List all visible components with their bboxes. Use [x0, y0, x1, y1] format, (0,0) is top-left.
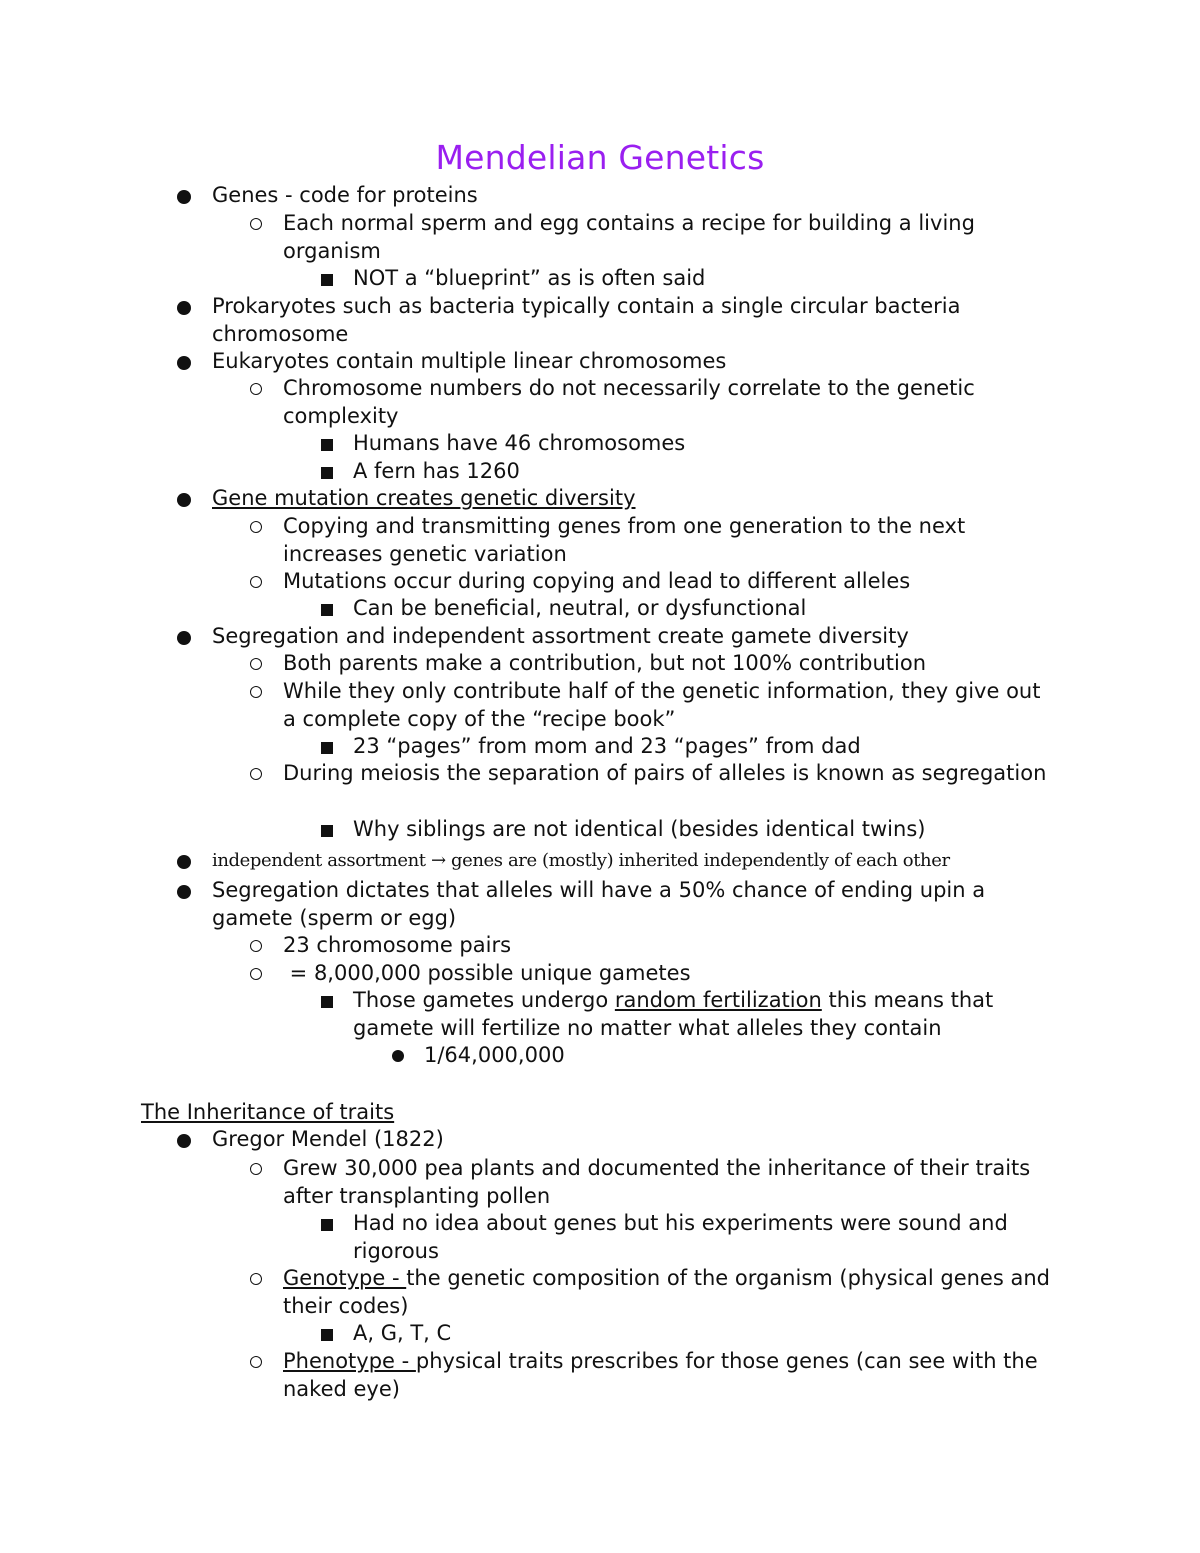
- list-item: Segregation and independent assortment create gamete diversity: [212, 623, 1072, 651]
- hollow-circle-bullet-icon: [250, 658, 262, 670]
- list-item: Humans have 46 chromosomes: [353, 430, 1073, 458]
- list-item: 23 chromosome pairs: [283, 932, 1053, 960]
- list-item: Grew 30,000 pea plants and documented the inheritance of their traits after transplanting pollen: [283, 1155, 1053, 1210]
- page-title: Mendelian Genetics: [435, 138, 765, 177]
- list-item: During meiosis the separation of pairs of alleles is known as segregation: [283, 760, 1053, 788]
- list-item: Gregor Mendel (1822): [212, 1126, 1072, 1154]
- hollow-circle-bullet-icon: [250, 968, 262, 980]
- phenotype-term: Phenotype -: [283, 1349, 416, 1373]
- square-bullet-icon: [321, 439, 333, 451]
- filled-circle-bullet-icon: [177, 885, 191, 899]
- filled-circle-bullet-icon: [392, 1050, 404, 1062]
- filled-circle-bullet-icon: [177, 855, 191, 869]
- list-item: Chromosome numbers do not necessarily correlate to the genetic complexity: [283, 375, 1053, 430]
- list-item: Phenotype - physical traits prescribes for those genes (can see with the naked eye): [283, 1348, 1053, 1403]
- list-item: A, G, T, C: [353, 1320, 1073, 1348]
- filled-circle-bullet-icon: [177, 631, 191, 645]
- list-item: independent assortment → genes are (mostly) inherited independently of each other: [212, 847, 1072, 875]
- random-fertilization-term: random fertilization: [614, 988, 822, 1012]
- list-item: Eukaryotes contain multiple linear chromosomes: [212, 348, 1072, 376]
- hollow-circle-bullet-icon: [250, 768, 262, 780]
- hollow-circle-bullet-icon: [250, 1163, 262, 1175]
- filled-circle-bullet-icon: [177, 301, 191, 315]
- square-bullet-icon: [321, 1219, 333, 1231]
- list-item: Segregation dictates that alleles will have a 50% chance of ending upin a gamete (sperm or egg): [212, 877, 1072, 932]
- list-item: Both parents make a contribution, but not 100% contribution: [283, 650, 1053, 678]
- genotype-term: Genotype -: [283, 1266, 407, 1290]
- list-item: Can be beneficial, neutral, or dysfunctional: [353, 595, 1073, 623]
- filled-circle-bullet-icon: [177, 356, 191, 370]
- hollow-circle-bullet-icon: [250, 383, 262, 395]
- hollow-circle-bullet-icon: [250, 1356, 262, 1368]
- list-item: Those gametes undergo random fertilization this means that gamete will fertilize no matter what alleles they contain: [353, 987, 1073, 1042]
- list-item: Why siblings are not identical (besides identical twins): [353, 816, 1073, 844]
- hollow-circle-bullet-icon: [250, 686, 262, 698]
- list-item: Prokaryotes such as bacteria typically contain a single circular bacteria chromosome: [212, 293, 1072, 348]
- list-item: NOT a “blueprint” as is often said: [353, 265, 1073, 293]
- square-bullet-icon: [321, 604, 333, 616]
- list-item: Mutations occur during copying and lead to different alleles: [283, 568, 1053, 596]
- square-bullet-icon: [321, 825, 333, 837]
- square-bullet-icon: [321, 274, 333, 286]
- filled-circle-bullet-icon: [177, 493, 191, 507]
- hollow-circle-bullet-icon: [250, 576, 262, 588]
- square-bullet-icon: [321, 742, 333, 754]
- hollow-circle-bullet-icon: [250, 940, 262, 952]
- list-item: 23 “pages” from mom and 23 “pages” from dad: [353, 733, 1073, 761]
- filled-circle-bullet-icon: [177, 190, 191, 204]
- list-item: Gene mutation creates genetic diversity: [212, 485, 1072, 513]
- square-bullet-icon: [321, 1329, 333, 1341]
- list-item: Each normal sperm and egg contains a recipe for building a living organism: [283, 210, 1053, 265]
- list-item: Genotype - the genetic composition of the organism (physical genes and their codes): [283, 1265, 1053, 1320]
- hollow-circle-bullet-icon: [250, 218, 262, 230]
- list-item: Copying and transmitting genes from one generation to the next increases genetic variation: [283, 513, 1053, 568]
- list-item: = 8,000,000 possible unique gametes: [283, 960, 1053, 988]
- list-item: A fern has 1260: [353, 458, 1073, 486]
- square-bullet-icon: [321, 467, 333, 479]
- hollow-circle-bullet-icon: [250, 521, 262, 533]
- list-item: Had no idea about genes but his experiments were sound and rigorous: [353, 1210, 1073, 1265]
- section-heading: The Inheritance of traits: [141, 1100, 395, 1124]
- filled-circle-bullet-icon: [177, 1134, 191, 1148]
- square-bullet-icon: [321, 996, 333, 1008]
- list-item: Genes - code for proteins: [212, 182, 1072, 210]
- list-item: 1/64,000,000: [424, 1042, 1064, 1070]
- list-item: While they only contribute half of the genetic information, they give out a complete copy of the “recipe book”: [283, 678, 1053, 733]
- hollow-circle-bullet-icon: [250, 1273, 262, 1285]
